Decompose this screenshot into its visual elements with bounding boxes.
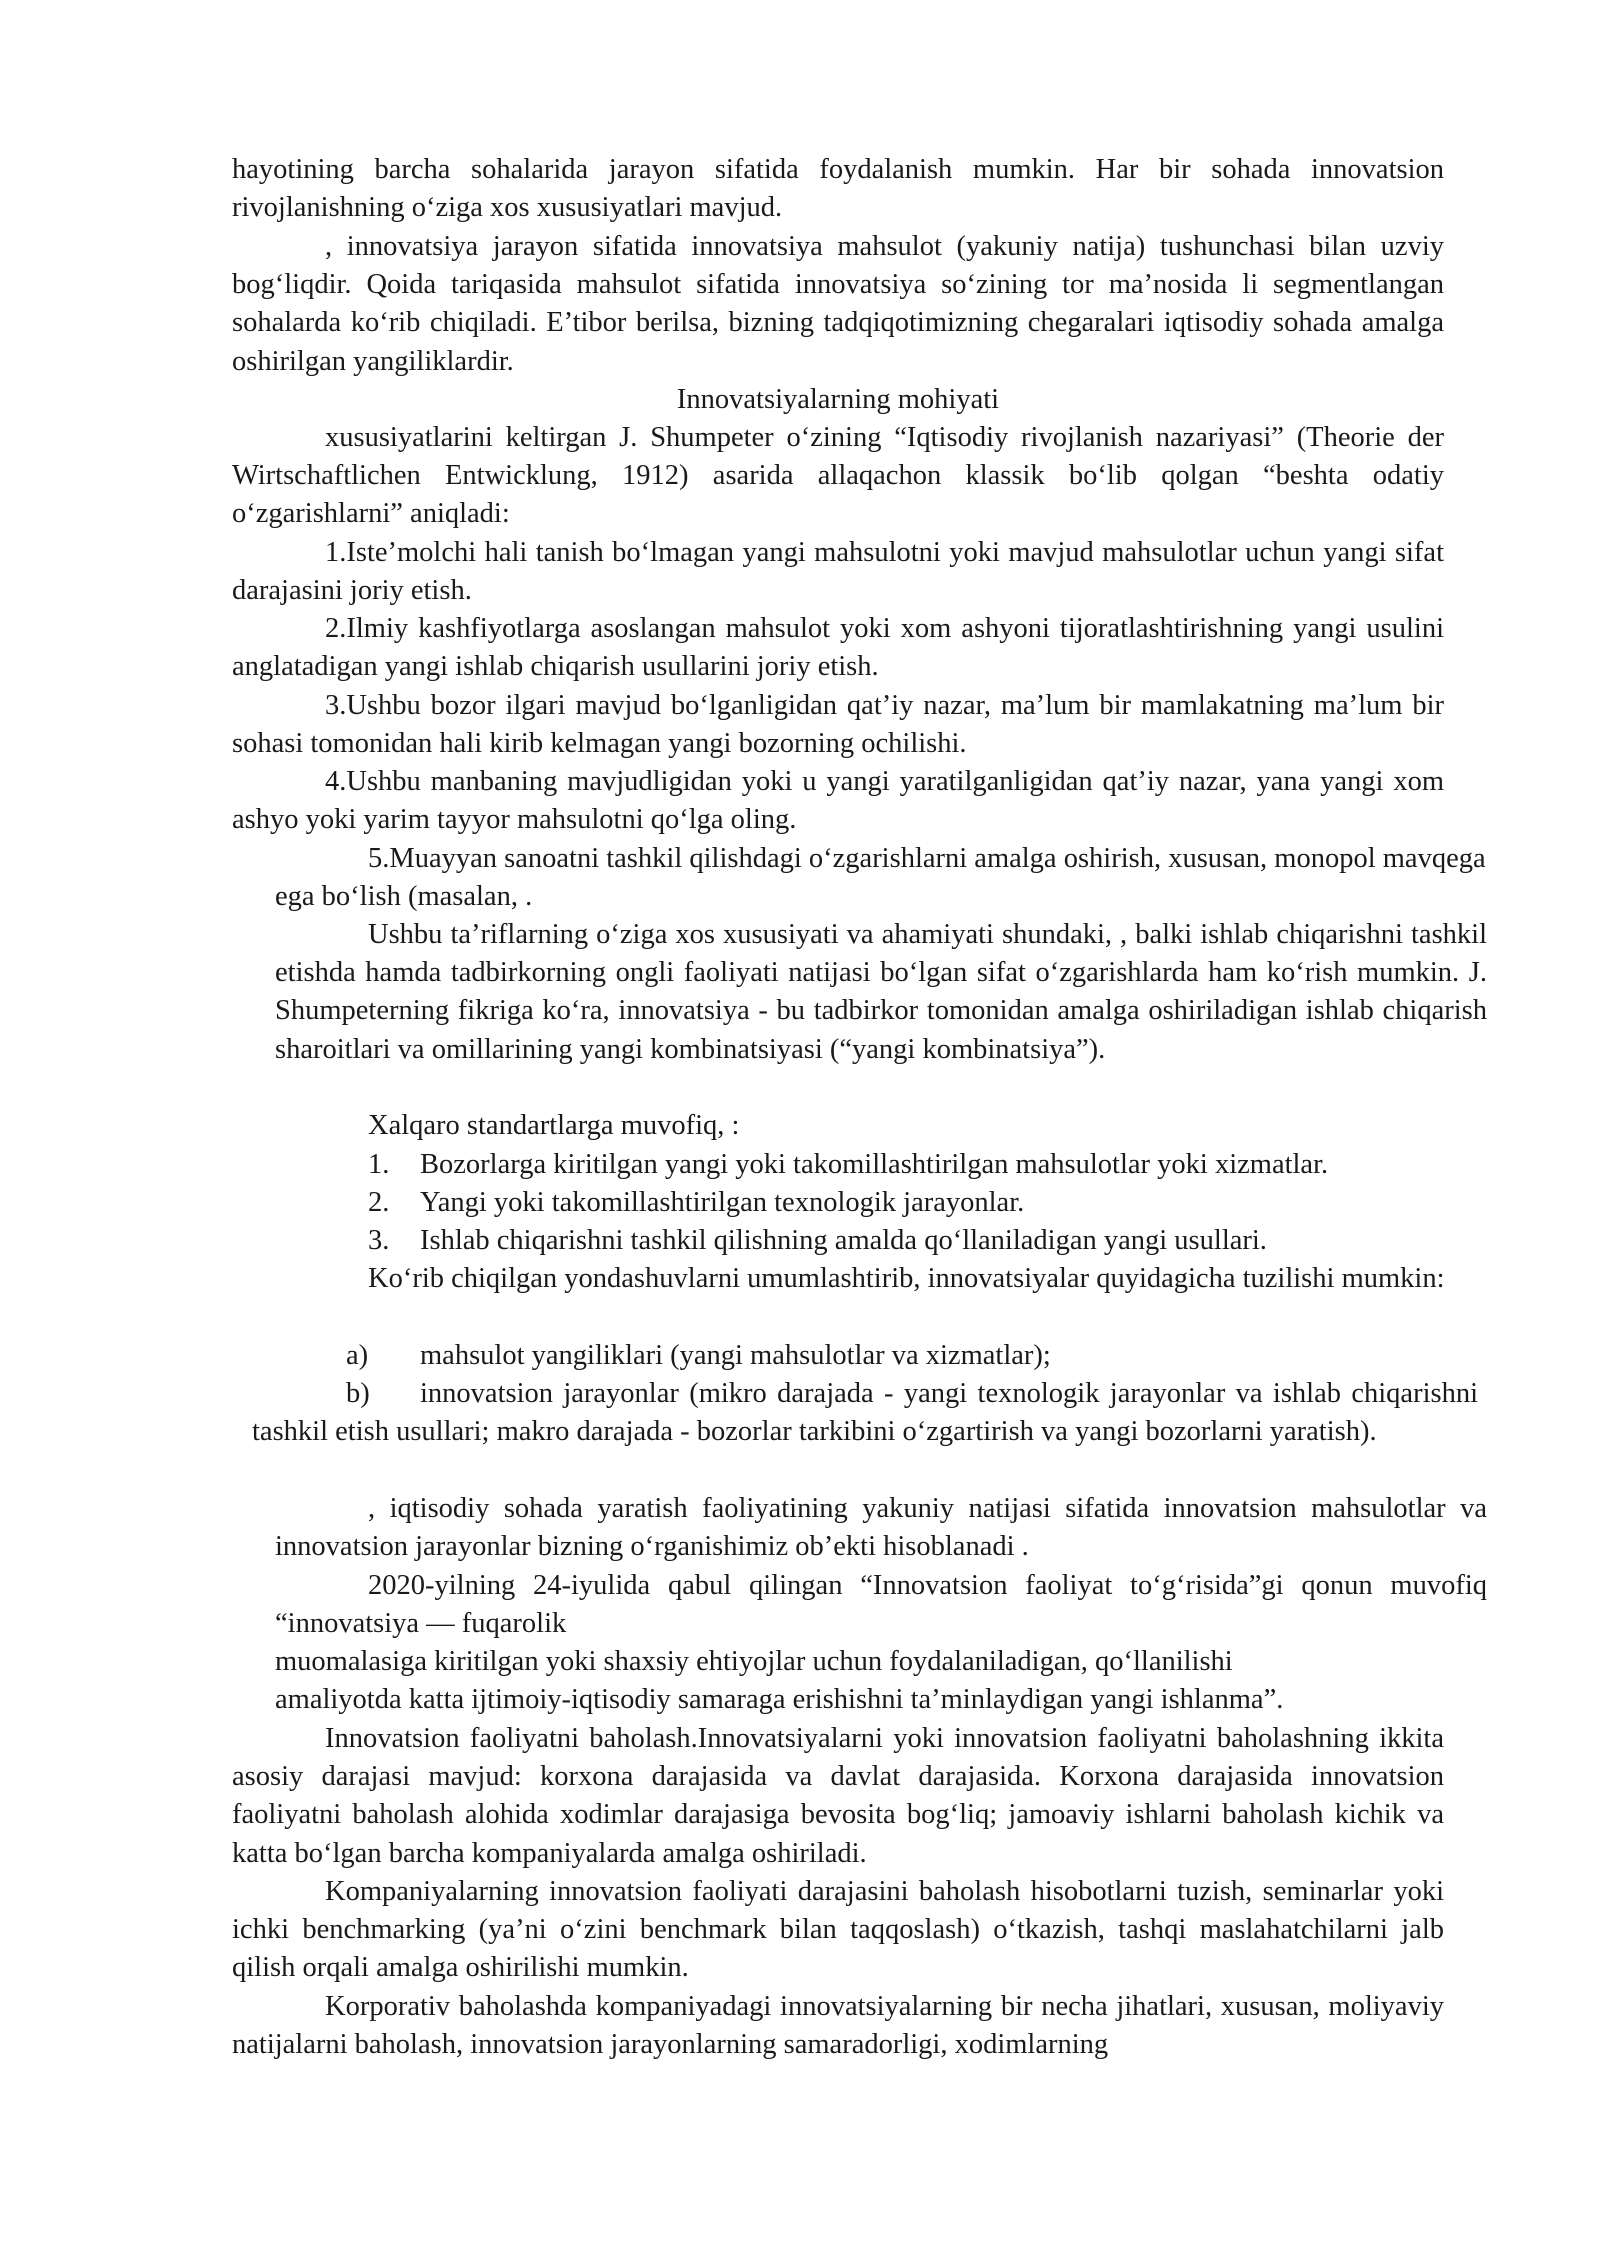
list-letter: b)	[346, 1378, 370, 1409]
list-letter: a)	[346, 1340, 369, 1371]
list-item: 3.Ushbu bozor ilgari mavjud bo‘lganligidan qat’iy nazar, ma’lum bir mamlakatning ma’lum bir sohasi tomonidan hali kirib kelmagan yangi bozorning ochilishi.	[232, 690, 1444, 760]
paragraph-shumpeter: xususiyatlarini keltirgan J. Shumpeter o‘zining “Iqtisodiy rivojlanish nazariyasi” (Theorie der Wirtschaftlichen Entwicklung, 1912) asarida allaqachon klassik bo‘lib qolgan “beshta odatiy o‘zgarishlarni” aniqladi:	[232, 422, 1444, 530]
list-text: Bozorlarga kiritilgan yangi yoki takomillashtirilgan mahsulotlar yoki xizmatlar.	[420, 1149, 1329, 1180]
list-text: Yangi yoki takomillashtirilgan texnologik jarayonlar.	[420, 1187, 1025, 1218]
paragraph-law: 2020-yilning 24-iyulida qabul qilingan “Innovatsion faoliyat to‘g‘risida”gi qonun muvofiq “innovatsiya — fuqarolik	[275, 1570, 1487, 1640]
list-item: 1.Iste’molchi hali tanish bo‘lmagan yangi mahsulotni yoki mavjud mahsulotlar uchun yangi sifat darajasini joriy etish.	[232, 537, 1444, 607]
list-number: 2.	[368, 1187, 390, 1218]
paragraph-corporate-evaluation: Korporativ baholashda kompaniyadagi innovatsiyalarning bir necha jihatlari, xususan, moliyaviy natijalarni baholash, innovatsion jarayonlarning samaradorligi, xodimlarning	[232, 1991, 1444, 2061]
list-text: innovatsion jarayonlar (mikro darajada - yangi texnologik jarayonlar va ishlab chiqarishni tashkil etish usullari; makro darajada - bozorlar tarkibini o‘zgartirish va yangi bozorlarni yaratish).	[252, 1378, 1478, 1448]
list-number: 3.	[368, 1225, 390, 1256]
paragraph-standards-intro: Xalqaro standartlarga muvofiq, :	[368, 1110, 740, 1141]
list-item	[368, 1146, 1487, 1184]
list-item: 5.Muayyan sanoatni tashkil qilishdagi o‘zgarishlarni amalga oshirish, xususan, monopol mavqega ega bo‘lish (masalan, .	[275, 843, 1486, 913]
paragraph-research-object: , iqtisodiy sohada yaratish faoliyatining yakuniy natijasi sifatida innovatsion mahsulotlar va innovatsion jarayonlar bizning o‘rganishimiz ob’ekti hisoblanadi .	[275, 1493, 1487, 1563]
list-number: 1.	[368, 1149, 390, 1180]
paragraph-intro: hayotining barcha sohalarida jarayon sifatida foydalanish mumkin. Har bir sohada innovatsion rivojlanishning o‘ziga xos xususiyatlari mavjud.	[232, 154, 1444, 224]
list-item	[368, 1222, 1487, 1260]
section-heading: Innovatsiyalarning mohiyati	[676, 384, 1000, 415]
paragraph-definitions: Ushbu ta’riflarning o‘ziga xos xususiyati va ahamiyati shundaki, , balki ishlab chiqarishni tashkil etishda hamda tadbirkorning ongli faoliyati natijasi bo‘lgan sifat o‘zgarishlarda ham ko‘rish mumkin. J. Shumpeterning fikriga ko‘ra, innovatsiya - bu tadbirkor tomonidan amalga oshiriladigan ishlab chiqarish sharoitlari va omillarining yangi kombinatsiyasi (“yangi kombinatsiya”).	[275, 919, 1487, 1065]
paragraph-evaluation: Innovatsion faoliyatni baholash.Innovatsiyalarni yoki innovatsion faoliyatni baholashning ikkita asosiy darajasi mavjud: korxona darajasida va davlat darajasida. Korxona darajasida innovatsion faoliyatni baholash alohida xodimlar darajasiga bevosita bog‘liq; jamoaviy ishlarni baholash kichik va katta bo‘lgan barcha kompaniyalarda amalga oshiriladi.	[232, 1723, 1444, 1869]
list-item: 4.Ushbu manbaning mavjudligidan yoki u yangi yaratilganligidan qat’iy nazar, yana yangi xom ashyo yoki yarim tayyor mahsulotni qo‘lga oling.	[232, 766, 1444, 836]
paragraph-law-continued: amaliyotda katta ijtimoiy-iqtisodiy samaraga erishishni ta’minlaydigan yangi ishlanma”.	[275, 1684, 1284, 1715]
paragraph-company-evaluation: Kompaniyalarning innovatsion faoliyati darajasini baholash hisobotlarni tuzish, seminarlar yoki ichki benchmarking (ya’ni o‘zini benchmark bilan taqqoslash) o‘tkazish, tashqi maslahatchilarni jalb qilish orqali amalga oshirilishi mumkin.	[232, 1876, 1444, 1984]
list-text: Ishlab chiqarishni tashkil qilishning amalda qo‘llaniladigan yangi usullari.	[420, 1225, 1267, 1256]
list-item	[368, 1184, 1487, 1222]
paragraph-summary: Ko‘rib chiqilgan yondashuvlarni umumlashtirib, innovatsiyalar quyidagicha tuzilishi mumkin:	[368, 1263, 1445, 1294]
list-item: 2.Ilmiy kashfiyotlarga asoslangan mahsulot yoki xom ashyoni tijoratlashtirishning yangi usulini anglatadigan yangi ishlab chiqarish usullarini joriy etish.	[232, 613, 1444, 683]
paragraph-law-continued: muomalasiga kiritilgan yoki shaxsiy ehtiyojlar uchun foydalaniladigan, qo‘llanilishi	[275, 1646, 1233, 1677]
list-item	[252, 1375, 1478, 1451]
paragraph-innovation-process: , innovatsiya jarayon sifatida innovatsiya mahsulot (yakuniy natija) tushunchasi bilan uzviy bog‘liqdir. Qoida tariqasida mahsulot sifatida innovatsiya so‘zining tor ma’nosida li segmentlangan sohalarda ko‘rib chiqiladi. E’tibor berilsa, bizning tadqiqotimizning chegaralari iqtisodiy sohada amalga oshirilgan yangiliklardir.	[232, 231, 1444, 377]
list-text: mahsulot yangiliklari (yangi mahsulotlar va xizmatlar);	[420, 1340, 1051, 1371]
list-item	[346, 1337, 1487, 1375]
